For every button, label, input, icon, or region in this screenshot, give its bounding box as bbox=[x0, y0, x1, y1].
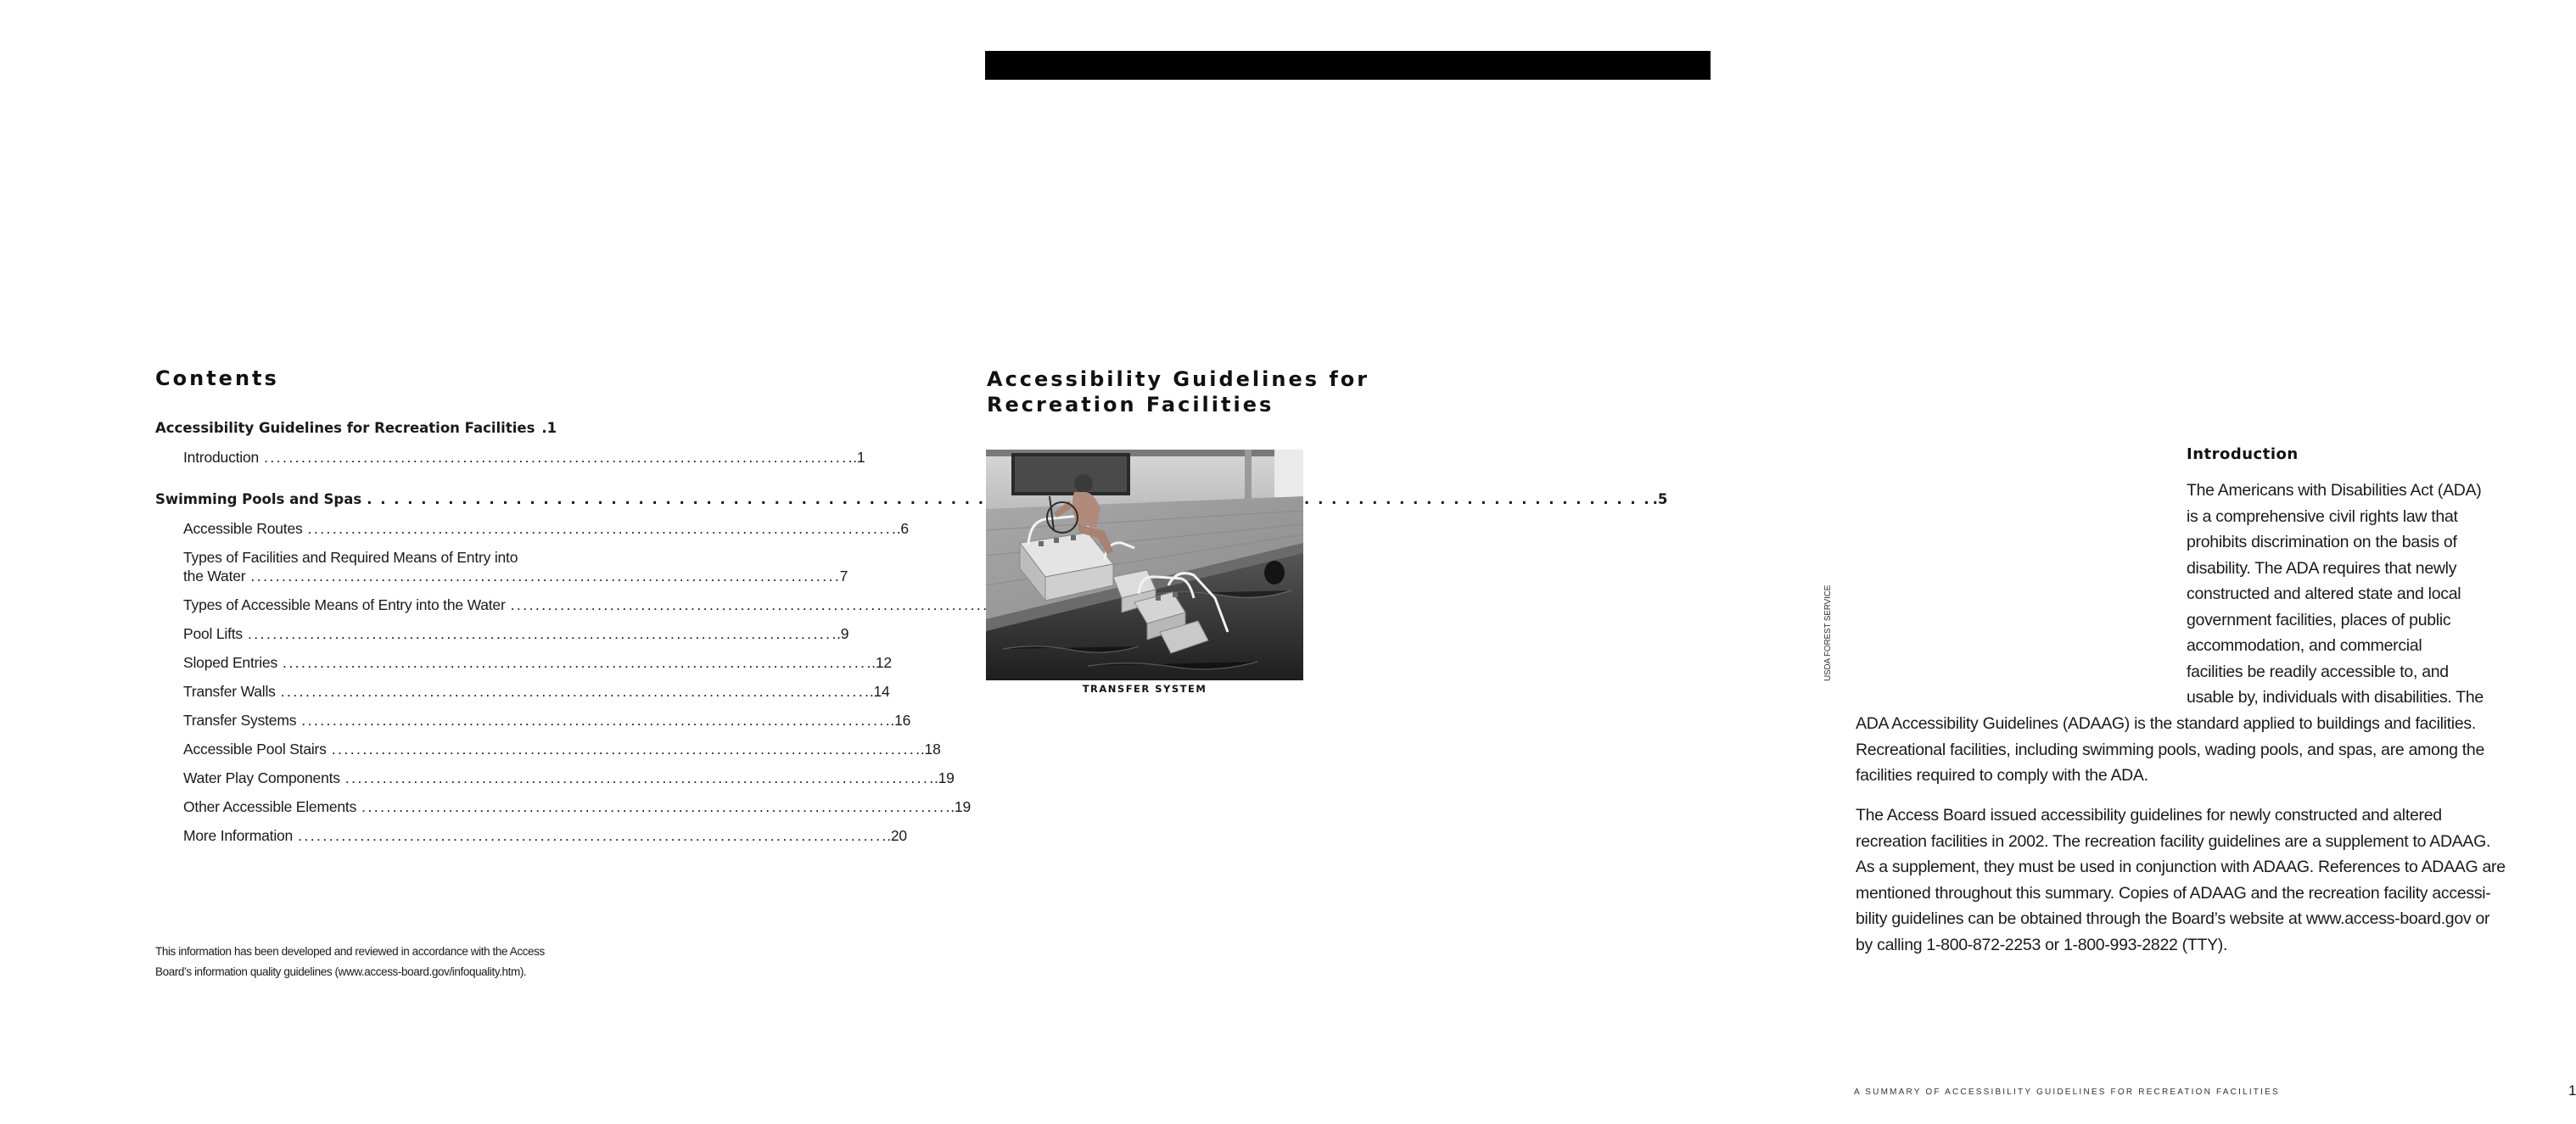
toc-entry-title: Sloped Entries bbox=[183, 654, 278, 671]
toc-entry-transfer-walls[interactable] bbox=[155, 682, 890, 701]
toc-entry-title: Types of Accessible Means of Entry into the Water bbox=[183, 596, 506, 613]
toc-entry-water-play-components[interactable] bbox=[155, 769, 955, 787]
toc-entry-introduction[interactable] bbox=[155, 448, 865, 467]
toc-leader-dots bbox=[283, 653, 870, 672]
toc-leader-dots bbox=[264, 448, 851, 467]
toc-entry-types-of-facilities[interactable] bbox=[155, 548, 848, 585]
quality-note bbox=[155, 942, 580, 982]
toc-entry-title: the Water bbox=[183, 568, 246, 584]
paragraph-line: As a supplement, they must be used in conjunction with ADAAG. References to ADAAG are bbox=[1856, 858, 2506, 876]
intro-line: Recreational facilities, including swimming pools, wading pools, and spas, are among the bbox=[1856, 740, 2485, 759]
toc-entry-title: Swimming Pools and Spas bbox=[155, 491, 362, 507]
toc-entry-sloped-entries[interactable] bbox=[155, 653, 892, 672]
toc-entry-page: .1 bbox=[853, 449, 865, 466]
intro-line: facilities required to comply with the ADA. bbox=[1856, 766, 2148, 785]
toc-entry-title: Accessible Routes bbox=[183, 520, 303, 537]
toc-entry-page: 7 bbox=[839, 568, 848, 584]
contents-heading: Contents bbox=[155, 366, 279, 390]
toc-entry-accessible-pool-stairs[interactable] bbox=[155, 740, 941, 758]
toc-entry-page: .5 bbox=[1652, 491, 1668, 507]
toc-entry-accessibility-guidelines[interactable] bbox=[155, 419, 557, 438]
photo-caption: TRANSFER SYSTEM bbox=[1082, 683, 1207, 695]
toc-entry-more-information[interactable] bbox=[155, 826, 907, 845]
quality-note-line1: This information has been developed and reviewed in accordance with the Access bbox=[155, 945, 545, 958]
intro-line: is a comprehensive civil rights law that bbox=[2187, 506, 2458, 526]
toc-entry-title: Accessibility Guidelines for Recreation Facilities bbox=[155, 420, 535, 436]
header-bar bbox=[985, 51, 1711, 80]
toc-entry-page: .20 bbox=[887, 827, 907, 844]
toc-entry-title: Transfer Systems bbox=[183, 712, 297, 729]
toc-leader-dots bbox=[332, 740, 919, 758]
toc-entry-title: Transfer Walls bbox=[183, 683, 276, 700]
toc-entry-title-line2 bbox=[183, 567, 848, 585]
paragraph-line: by calling 1-800-872-2253 or 1-800-993-2822 (TTY). bbox=[1856, 935, 2228, 954]
intro-line: prohibits discrimination on the basis of bbox=[2187, 533, 2457, 551]
intro-line: accommodation, and commercial bbox=[2187, 636, 2422, 655]
page-title-line1: Accessibility Guidelines for bbox=[987, 367, 1370, 391]
toc-leader-dots bbox=[250, 567, 837, 585]
toc-entry-page: .12 bbox=[871, 654, 892, 671]
intro-line: The Americans with Disabilities Act (ADA) bbox=[2187, 481, 2482, 500]
quality-note-line2: Board’s information quality guidelines (www.access-board.gov/infoquality.htm). bbox=[155, 965, 527, 978]
paragraph-line: recreation facilities in 2002. The recreation facility guidelines are a supplement to ADAAG. bbox=[1856, 831, 2491, 851]
toc-entry-page: .19 bbox=[933, 769, 955, 786]
page-number: 1 bbox=[2568, 1082, 2576, 1099]
toc-entry-pool-lifts[interactable] bbox=[155, 624, 849, 643]
toc-leader-dots bbox=[308, 519, 895, 538]
right-page bbox=[869, 0, 2576, 1124]
intro-line: usable by, individuals with disabilities. The bbox=[2187, 688, 2484, 707]
toc-entry-title: Introduction bbox=[183, 449, 260, 466]
access-board-paragraph bbox=[1856, 802, 2506, 958]
toc-entry-title-line1: Types of Facilities and Required Means of Entry into bbox=[183, 549, 518, 566]
toc-entry-title: Pool Lifts bbox=[183, 625, 243, 642]
intro-line: ADA Accessibility Guidelines (ADAAG) is the standard applied to buildings and facilities. bbox=[1856, 714, 2476, 733]
toc-entry-page: .9 bbox=[837, 625, 849, 642]
transfer-system-photo bbox=[986, 450, 1303, 680]
toc-entry-page: .1 bbox=[541, 420, 557, 436]
toc-entry-page: .6 bbox=[896, 520, 909, 537]
introduction-heading: Introduction bbox=[2187, 445, 2299, 463]
toc-leader-dots bbox=[281, 682, 868, 701]
page-title bbox=[987, 366, 1369, 417]
toc-entry-title: More Information bbox=[183, 827, 294, 844]
toc-entry-page: .18 bbox=[920, 741, 941, 758]
photo-credit: USDA FOREST SERVICE bbox=[1823, 584, 1833, 681]
toc-entry-page: .19 bbox=[950, 798, 971, 815]
toc-leader-dots bbox=[345, 769, 932, 787]
intro-paragraph-continued bbox=[1856, 711, 2500, 789]
intro-paragraph-column bbox=[2187, 478, 2492, 711]
page-title-line2: Recreation Facilities bbox=[987, 393, 1274, 417]
running-footer: A SUMMARY OF ACCESSIBILITY GUIDELINES FOR RECREATION FACILITIES bbox=[1854, 1088, 2280, 1097]
toc-entry-page: .16 bbox=[890, 712, 911, 729]
intro-line: government facilities, places of public bbox=[2187, 610, 2451, 629]
toc-leader-dots bbox=[301, 711, 888, 730]
intro-line: facilities be readily accessible to, and bbox=[2187, 662, 2449, 681]
toc-entry-accessible-routes[interactable] bbox=[155, 519, 909, 538]
toc-leader-dots bbox=[361, 797, 949, 816]
paragraph-line: bility guidelines can be obtained through the Board’s website at www.access-board.gov or bbox=[1856, 909, 2490, 928]
toc-leader-dots bbox=[298, 826, 885, 845]
toc-entry-transfer-systems[interactable] bbox=[155, 711, 911, 730]
table-of-contents bbox=[155, 419, 1668, 845]
toc-entry-title: Water Play Components bbox=[183, 769, 340, 786]
toc-entry-page: .14 bbox=[869, 683, 890, 700]
paragraph-line: The Access Board issued accessibility guidelines for newly constructed and altered bbox=[1856, 806, 2442, 825]
toc-entry-title: Accessible Pool Stairs bbox=[183, 741, 327, 758]
intro-line: disability. The ADA requires that newly bbox=[2187, 558, 2457, 578]
paragraph-line: mentioned throughout this summary. Copies of ADAAG and the recreation facility accessi- bbox=[1856, 883, 2491, 903]
transfer-system-image bbox=[986, 450, 1303, 680]
toc-entry-title: Other Accessible Elements bbox=[183, 798, 357, 815]
toc-entry-other-accessible-elements[interactable] bbox=[155, 797, 971, 816]
intro-line: constructed and altered state and local bbox=[2187, 584, 2461, 603]
toc-entry-swimming-pools[interactable] bbox=[155, 490, 1668, 509]
toc-leader-dots bbox=[248, 624, 835, 643]
toc-entry-types-of-accessible-means[interactable] bbox=[155, 596, 554, 614]
